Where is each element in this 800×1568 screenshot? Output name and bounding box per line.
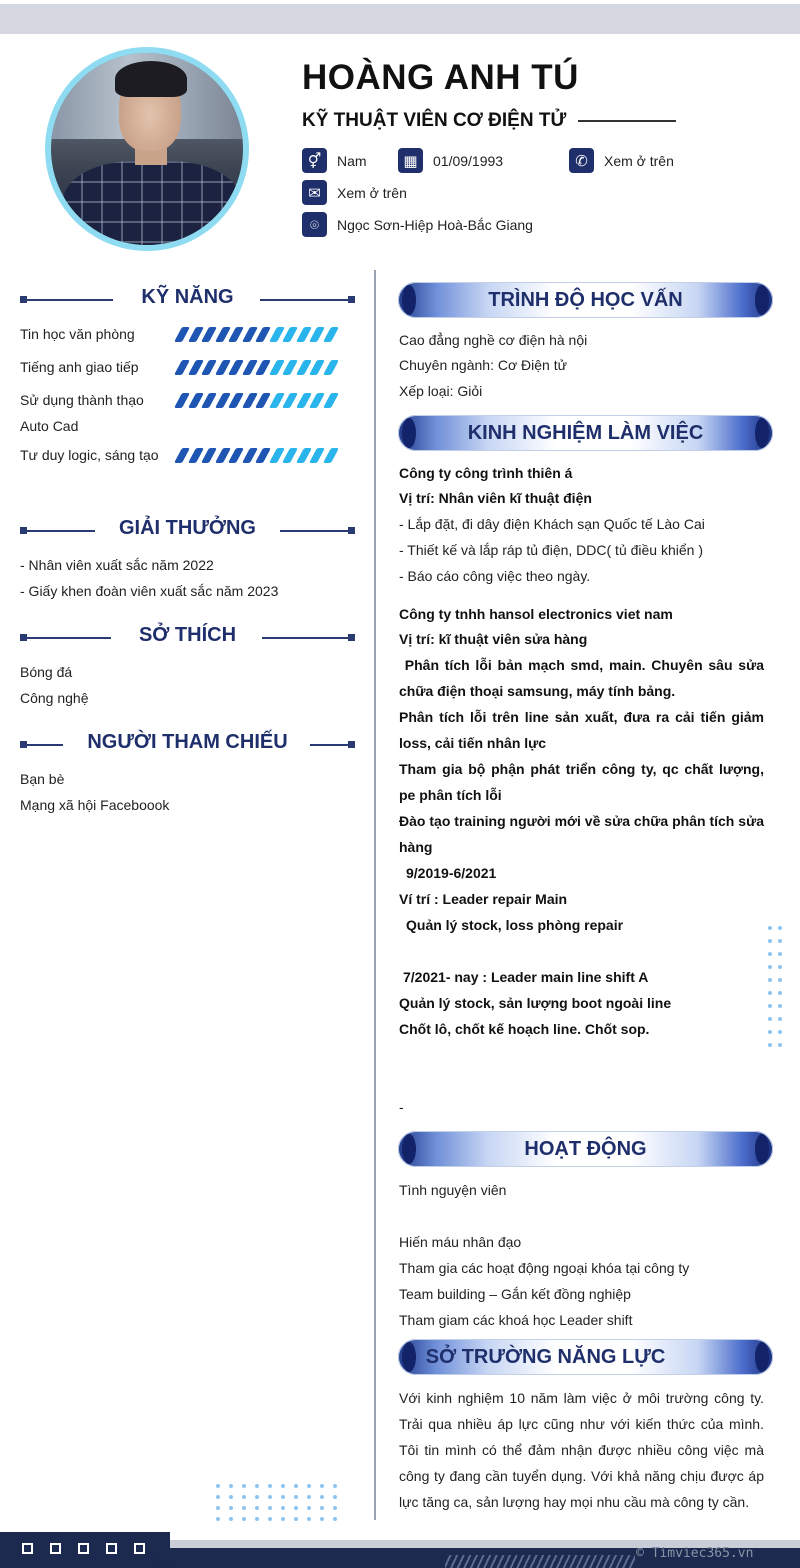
candidate-name: HOÀNG ANH TÚ	[302, 58, 579, 97]
skill-level-segment	[228, 448, 244, 463]
experience-paragraph: Đào tạo training người mới về sửa chữa phân tích sửa hàng	[399, 813, 764, 855]
education-item: Xếp loại: Giỏi	[399, 383, 483, 399]
skill-level-segment	[174, 327, 190, 342]
skill-level-segment	[323, 448, 339, 463]
activity-item: Hiến máu nhân đạo	[399, 1234, 522, 1250]
skill-level-segment	[201, 393, 217, 408]
hobby-item: Công nghệ	[20, 690, 89, 706]
references-heading: NGƯỜI THAM CHIẾU	[20, 731, 355, 759]
role: Ví trí : Leader repair Main	[399, 891, 568, 907]
skill-level-segment	[255, 360, 271, 375]
gender-icon: ⚥	[302, 148, 327, 173]
skill-level-segment	[174, 393, 190, 408]
skill-level-segment	[309, 393, 325, 408]
email-value: Xem ở trên	[337, 184, 407, 201]
birthday-cake-icon: ▦	[398, 148, 423, 173]
skill-level-bar	[178, 360, 340, 375]
skill-name: Tiếng anh giao tiếp	[20, 359, 139, 375]
period: 7/2021- nay : Leader main line shift A	[403, 969, 649, 985]
skill-level-segment	[228, 393, 244, 408]
skill-level-segment	[323, 360, 339, 375]
skill-name: Sử dụng thành thạo Auto Cad	[20, 392, 144, 434]
email-info	[302, 180, 407, 205]
gender-value: Nam	[337, 152, 367, 169]
skill-level-bar	[178, 448, 340, 463]
skill-level-segment	[201, 360, 217, 375]
experience-paragraph: Tham gia bộ phận phát triển công ty, qc chất lượng, pe phân tích lỗi	[399, 761, 764, 803]
task: Quản lý stock, sản lượng boot ngoài line	[399, 995, 672, 1011]
envelope-icon: ✉	[302, 180, 327, 205]
award-item: - Nhân viên xuất sắc năm 2022	[20, 557, 214, 573]
skill-level-segment	[309, 448, 325, 463]
company-name: Công ty tnhh hansol electronics viet nam	[399, 606, 673, 622]
dash: -	[399, 1099, 404, 1115]
skill-level-segment	[174, 448, 190, 463]
footer-squares	[22, 1543, 162, 1554]
skill-level-segment	[255, 448, 271, 463]
column-divider	[374, 270, 376, 1520]
position: Vị trí: Nhân viên kĩ thuật điện	[399, 490, 592, 506]
education-item: Cao đẳng nghề cơ điện hà nội	[399, 332, 588, 348]
company-name: Công ty công trình thiên á	[399, 465, 573, 481]
skill-level-segment	[323, 327, 339, 342]
skill-level-segment	[309, 360, 325, 375]
activities-heading: HOẠT ĐỘNG	[398, 1131, 773, 1167]
task: Quản lý stock, loss phòng repair	[406, 917, 624, 933]
gender-info	[302, 148, 367, 173]
reference-item: Mạng xã hội Faceboook	[20, 797, 170, 813]
reference-item: Bạn bè	[20, 771, 65, 787]
address-value: Ngọc Sơn-Hiệp Hoà-Bắc Giang	[337, 216, 533, 233]
skill-level-bar	[178, 327, 340, 342]
watermark: © Timviec365.vn	[636, 1546, 754, 1561]
skill-level-segment	[282, 360, 298, 375]
job-title: KỸ THUẬT VIÊN CƠ ĐIỆN TỬ	[302, 110, 567, 131]
strengths-heading: SỞ TRƯỜNG NĂNG LỰC	[398, 1339, 773, 1375]
phone-value: Xem ở trên	[604, 152, 674, 169]
skill-level-segment	[282, 327, 298, 342]
experience-paragraph: Phân tích lỗi trên line sản xuất, đưa ra cải tiến giảm loss, cải tiến nhân lực	[399, 709, 764, 751]
position: Vị trí: kĩ thuật viên sửa hàng	[399, 631, 588, 647]
award-item: - Giấy khen đoàn viên xuất sắc năm 2023	[20, 583, 279, 599]
activity-item: Tham giam các khoá học Leader shift	[399, 1312, 633, 1328]
skill-level-segment	[255, 327, 271, 342]
avatar	[45, 47, 249, 251]
phone-info	[569, 148, 674, 173]
skill-name: Tin học văn phòng	[20, 326, 135, 342]
experience-paragraph: Phân tích lỗi bản mạch smd, main. Chuyên sâu sửa chữa điện thoại samsung, máy tính bảng.	[399, 657, 768, 699]
skill-level-segment	[201, 327, 217, 342]
hobby-item: Bóng đá	[20, 664, 73, 680]
experience-item: - Báo cáo công việc theo ngày.	[399, 568, 591, 584]
top-band	[0, 4, 800, 34]
address-info	[302, 212, 533, 237]
task: Chốt lô, chốt kế hoạch line. Chốt sop.	[399, 1021, 650, 1037]
skill-level-segment	[309, 327, 325, 342]
skill-level-segment	[228, 360, 244, 375]
skill-level-segment	[282, 448, 298, 463]
skill-level-segment	[201, 448, 217, 463]
skill-name: Tư duy logic, sáng tạo	[20, 447, 159, 463]
skill-level-segment	[255, 393, 271, 408]
period: 9/2019-6/2021	[406, 865, 497, 881]
awards-heading: GIẢI THƯỞNG	[20, 517, 355, 545]
location-pin-icon: ⌾	[302, 212, 327, 237]
activity-item: Tham gia các hoạt động ngoại khóa tại công ty	[399, 1260, 690, 1276]
education-item: Chuyên ngành: Cơ Điện tử	[399, 357, 567, 373]
phone-icon: ✆	[569, 148, 594, 173]
activity-item: Team building – Gắn kết đồng nghiệp	[399, 1286, 631, 1302]
experience-item: - Thiết kế và lắp ráp tủ điện, DDC( tủ điều khiển )	[399, 542, 704, 558]
skill-level-segment	[174, 360, 190, 375]
skill-level-segment	[282, 393, 298, 408]
skill-level-segment	[228, 327, 244, 342]
experience-heading: KINH NGHIỆM LÀM VIỆC	[398, 415, 773, 451]
skill-level-bar	[178, 393, 340, 408]
activity-item: Tình nguyện viên	[399, 1182, 507, 1198]
strengths-text: Với kinh nghiệm 10 năm làm việc ở môi trường công ty. Trải qua nhiều áp lực cũng như với kiến thức của mình. Tôi tin mình có thể đảm nhận được nhiều công việc mà công ty đang cần tuyển dụng. Với khả năng chịu được áp lực tăng ca, sản lượng hay mọi nhu cầu mà công ty cần.	[399, 1390, 764, 1510]
hobbies-heading: SỞ THÍCH	[20, 624, 355, 652]
skills-heading: KỸ NĂNG	[20, 286, 355, 314]
skill-level-segment	[323, 393, 339, 408]
birthday-value: 01/09/1993	[433, 152, 504, 169]
birthday-info	[398, 148, 503, 173]
footer-hatch	[445, 1555, 635, 1568]
experience-item: - Lắp đặt, đi dây điện Khách sạn Quốc tế Lào Cai	[399, 516, 705, 532]
title-divider	[578, 120, 676, 122]
education-heading: TRÌNH ĐỘ HỌC VẤN	[398, 282, 773, 318]
avatar-photo	[51, 53, 243, 245]
